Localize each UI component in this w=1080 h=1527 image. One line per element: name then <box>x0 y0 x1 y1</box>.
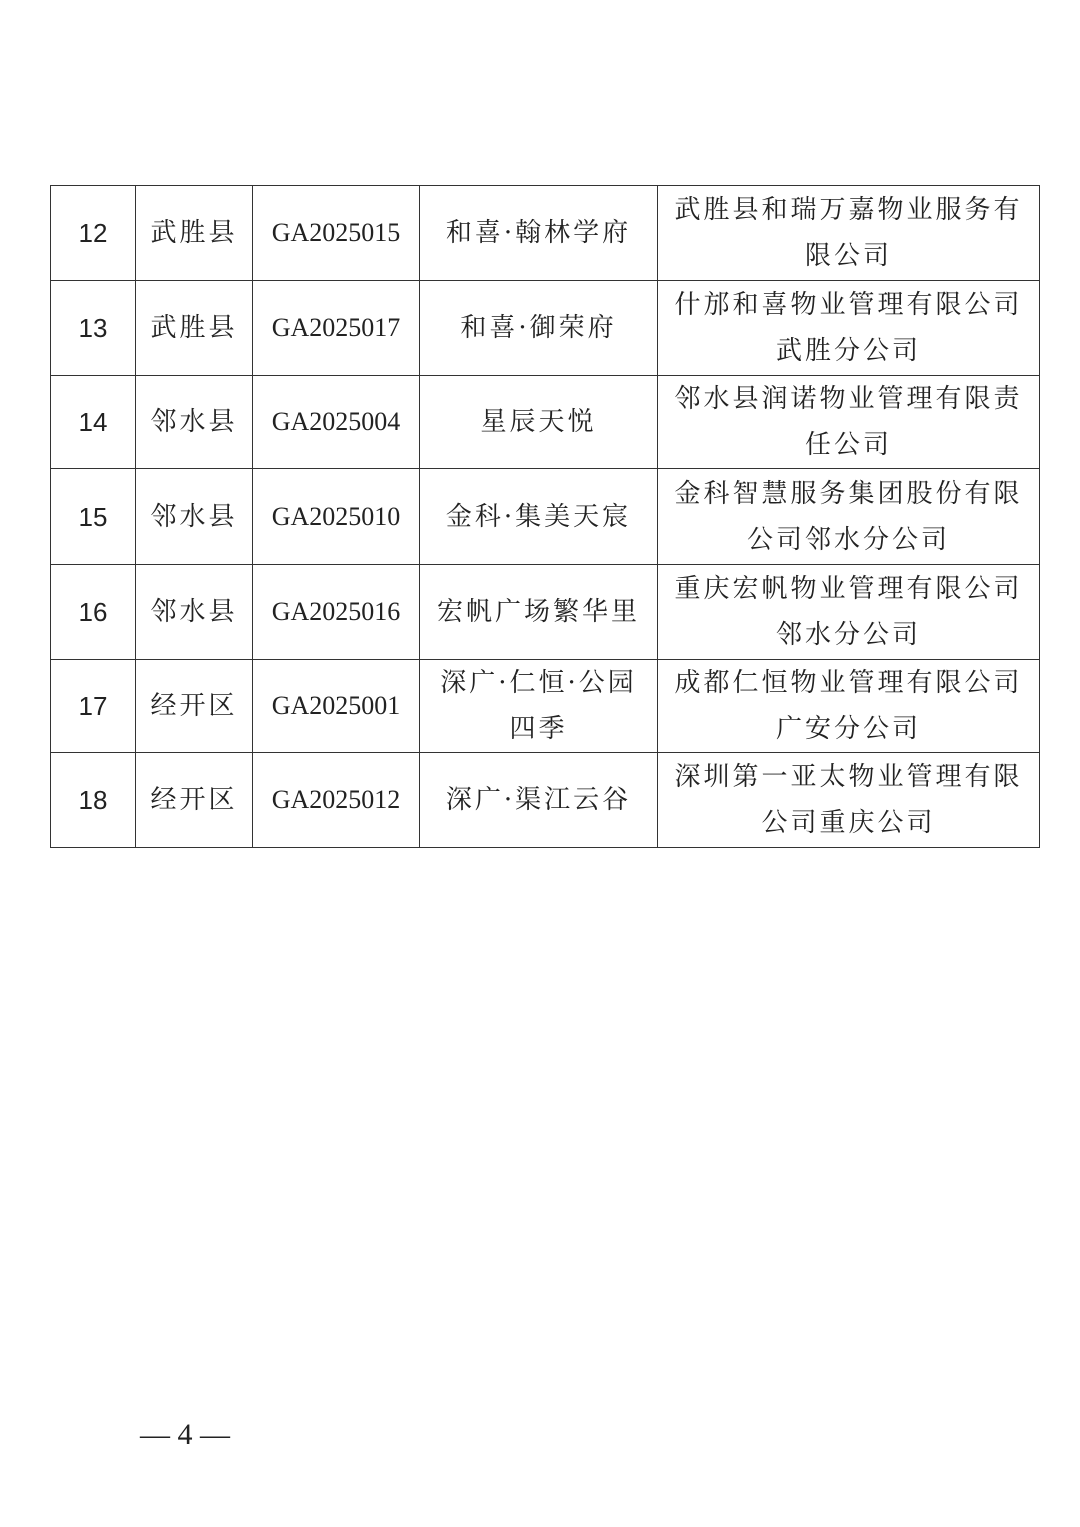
table-row <box>51 565 1040 660</box>
code-cell: GA2025012 <box>253 753 420 848</box>
row-number: 18 <box>51 753 136 848</box>
row-number: 15 <box>51 469 136 565</box>
table-row <box>51 281 1040 376</box>
county-cell: 武胜县 <box>136 186 253 281</box>
code-cell: GA2025017 <box>253 281 420 376</box>
code-cell: GA2025015 <box>253 186 420 281</box>
county-cell: 武胜县 <box>136 281 253 376</box>
table-row <box>51 376 1040 469</box>
row-number: 13 <box>51 281 136 376</box>
project-cell: 和喜·御荣府 <box>420 281 658 376</box>
table-row <box>51 469 1040 565</box>
project-cell: 金科·集美天宸 <box>420 469 658 565</box>
project-cell: 深广·渠江云谷 <box>420 753 658 848</box>
company-cell: 深圳第一亚太物业管理有限公司重庆公司 <box>658 753 1040 848</box>
code-cell: GA2025016 <box>253 565 420 660</box>
code-cell: GA2025004 <box>253 376 420 469</box>
company-cell: 武胜县和瑞万嘉物业服务有限公司 <box>658 186 1040 281</box>
county-cell: 邻水县 <box>136 376 253 469</box>
table-row <box>51 186 1040 281</box>
row-number: 17 <box>51 660 136 753</box>
company-cell: 重庆宏帆物业管理有限公司邻水分公司 <box>658 565 1040 660</box>
county-cell: 经开区 <box>136 753 253 848</box>
table-row <box>51 753 1040 848</box>
company-cell: 什邡和喜物业管理有限公司武胜分公司 <box>658 281 1040 376</box>
project-cell: 深广·仁恒·公园四季 <box>420 660 658 753</box>
property-list-table <box>50 185 1040 848</box>
row-number: 14 <box>51 376 136 469</box>
code-cell: GA2025001 <box>253 660 420 753</box>
project-cell: 宏帆广场繁华里 <box>420 565 658 660</box>
project-cell: 星辰天悦 <box>420 376 658 469</box>
project-cell: 和喜·翰林学府 <box>420 186 658 281</box>
row-number: 16 <box>51 565 136 660</box>
company-cell: 成都仁恒物业管理有限公司广安分公司 <box>658 660 1040 753</box>
table-body <box>51 186 1040 848</box>
company-cell: 金科智慧服务集团股份有限公司邻水分公司 <box>658 469 1040 565</box>
county-cell: 经开区 <box>136 660 253 753</box>
county-cell: 邻水县 <box>136 469 253 565</box>
page-number: — 4 — <box>140 1418 230 1451</box>
row-number: 12 <box>51 186 136 281</box>
code-cell: GA2025010 <box>253 469 420 565</box>
company-cell: 邻水县润诺物业管理有限责任公司 <box>658 376 1040 469</box>
table-row <box>51 660 1040 753</box>
county-cell: 邻水县 <box>136 565 253 660</box>
